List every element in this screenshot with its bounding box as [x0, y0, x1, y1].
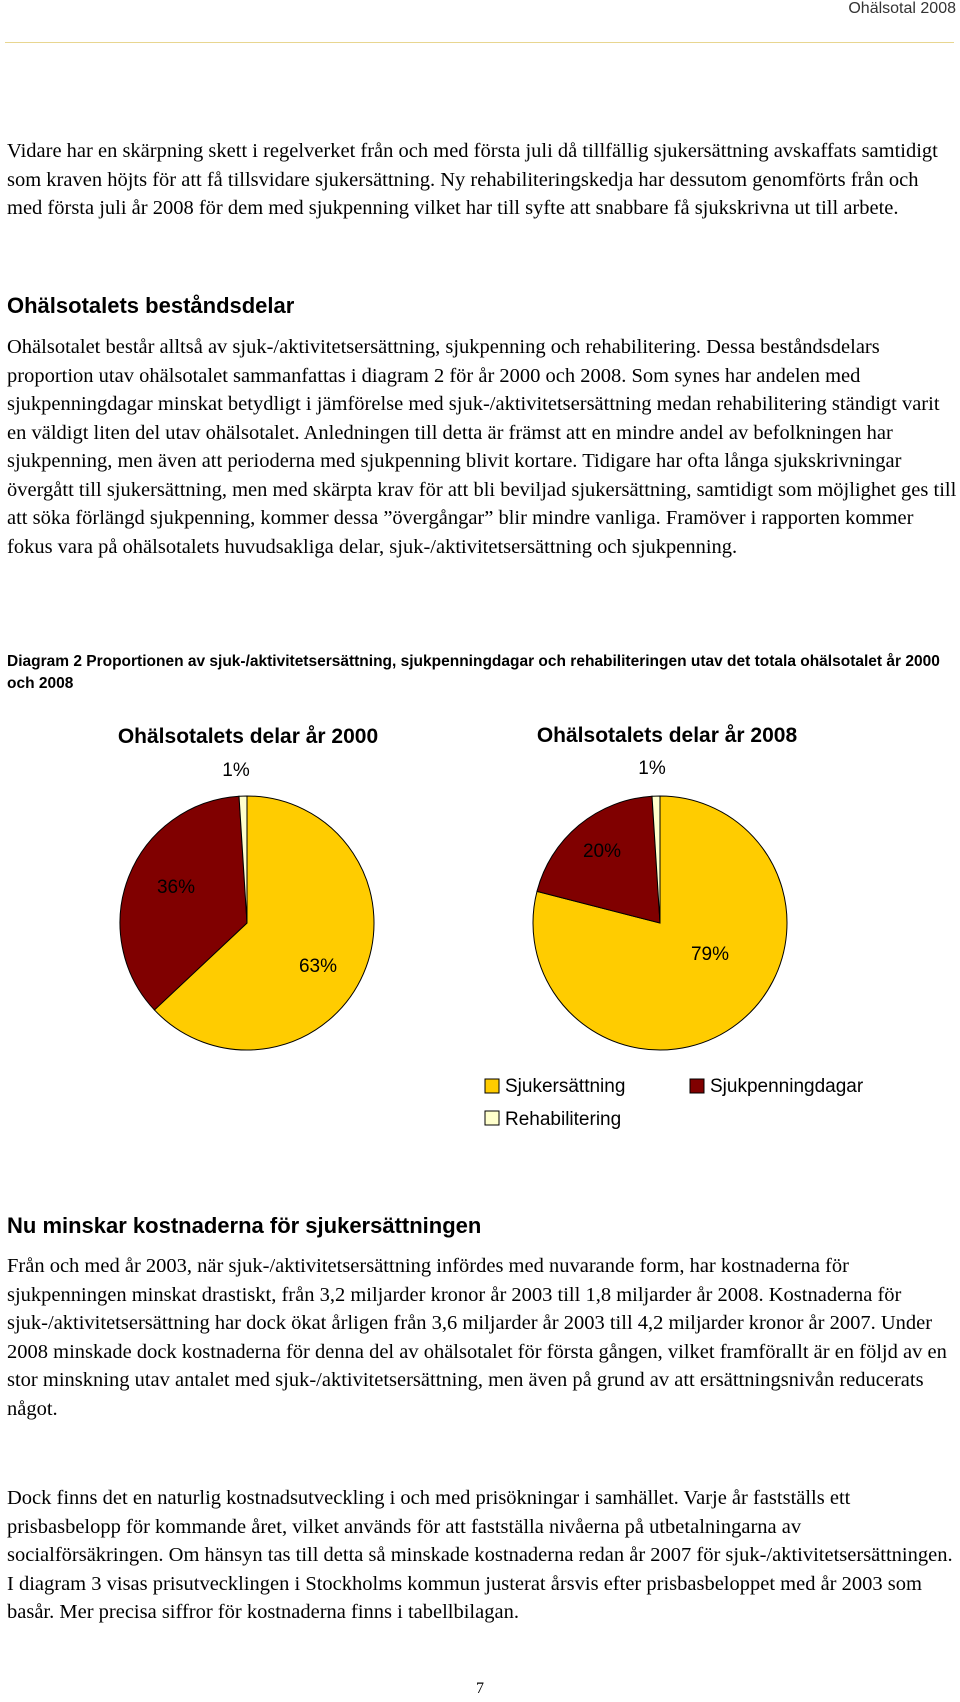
legend-swatch-sjukersattning	[485, 1079, 499, 1093]
pie-charts	[0, 720, 960, 1160]
section-heading-costs: Nu minskar kostnaderna för sjukersättningen	[7, 1213, 482, 1238]
legend-label-rehabilitering: Rehabilitering	[505, 1109, 622, 1130]
diagram-caption: Diagram 2 Proportionen av sjuk-/aktivitetsersättning, sjukpenningdagar och rehabiliteringen utav det totala ohälsotalet år 2000 och 2008	[7, 653, 940, 692]
costs-paragraph-1: Från och med år 2003, när sjuk-/aktivitetsersättning infördes med nuvarande form, har kostnaderna för sjukpenningen minskat drastiskt, från 3,2 miljarder kronor år 2003 till 1,8 miljarder år 2008. Kostnaderna för sjuk-/aktivitetsersättning har dock ökat årligen från 3,6 miljarder år 2003 till 4,2 miljarder kronor år 2007. Under 2008 minskade dock kostnaderna för denna del av ohälsotalet för första gången, vilket framförallt är en följd av en stor minskning utav antalet med sjuk-/aktivitetsersättning, men även på grund av att ersättningsnivån reducerats något.	[7, 1255, 947, 1420]
chart-2008-label-sjukersattning: 79%	[690, 944, 730, 965]
costs-paragraph-2: Dock finns det en naturlig kostnadsutveckling i och med prisökningar i samhället. Varje år fastställs ett prisbasbelopp för kommande året, vilket används för att fastställa nivåerna på utbetalningarna av socialförsäkringen. Om hänsyn tas till detta så minskade kostnaderna redan år 2007 för sjuk-/aktivitetsersättningen. I diagram 3 visas prisutvecklingen i Stockholms kommun justerat årsvis efter prisbasbeloppet med år 2003 som basår. Mer precisa siffror för kostnaderna finns i tabellbilagan.	[7, 1487, 953, 1623]
legend-label-sjukersattning: Sjukersättning	[505, 1076, 626, 1097]
chart-2008-label-rehabilitering: 1%	[638, 758, 666, 779]
chart-2008-slices	[533, 796, 787, 1050]
header-divider	[5, 42, 954, 43]
page-number: 7	[476, 1680, 484, 1697]
chart-2000-label-rehabilitering: 1%	[222, 760, 250, 781]
components-paragraph: Ohälsotalet består alltså av sjuk-/aktivitetsersättning, sjukpenning och rehabilitering. Dessa beståndsdelars proportion utav ohälsotalet sammanfattas i diagram 2 för år 2000 och 2008. Som synes har andelen med sjukpenningdagar minskat betydligt i jämförelse med sjuk-/aktivitetsersättning medan rehabilitering ständigt varit en väldigt liten del utav ohälsotalet. Anledningen till detta är främst att en mindre andel av befolkningen har sjukpenning, men även att perioderna med sjukpenning blivit kortare. Tidigare har ofta långa sjukskrivningar övergått till sjukersättning, men med skärpta krav för att bli beviljad sjukersättning, samtidigt som möjlighet ges till att söka förlängd sjukpenning, kommer dessa ”övergångar” blir mindre vanliga. Framöver i rapporten kommer fokus vara på ohälsotalets huvudsakliga delar, sjuk-/aktivitetsersättning och sjukpenning.	[7, 336, 957, 558]
chart-2000-slices	[120, 796, 374, 1050]
chart-2000-label-sjukersattning: 63%	[298, 956, 338, 977]
legend-swatch-rehabilitering	[485, 1111, 499, 1125]
section-heading-components: Ohälsotalets beståndsdelar	[7, 293, 295, 318]
header-title: Ohälsotal 2008	[848, 0, 956, 17]
chart-2008-title: Ohälsotalets delar år 2008	[536, 724, 798, 747]
chart-legend	[485, 1076, 864, 1130]
legend-swatch-sjukpenningdagar	[690, 1079, 704, 1093]
legend-label-sjukpenningdagar: Sjukpenningdagar	[710, 1076, 864, 1097]
chart-2000-label-sjukpenningdagar: 36%	[156, 877, 196, 898]
chart-2008-label-sjukpenningdagar: 20%	[582, 841, 622, 862]
chart-2000-title: Ohälsotalets delar år 2000	[117, 725, 379, 748]
intro-paragraph: Vidare har en skärpning skett i regelverket från och med första juli då tillfällig sjukersättning avskaffats samtidigt som kraven höjts för att få tillsvidare sjukersättning. Ny rehabiliteringskedja har dessutom genomförts från och med första juli år 2008 för dem med sjukpenning vilket har till syfte att snabbare få sjukskrivna ut till arbete.	[7, 140, 938, 219]
